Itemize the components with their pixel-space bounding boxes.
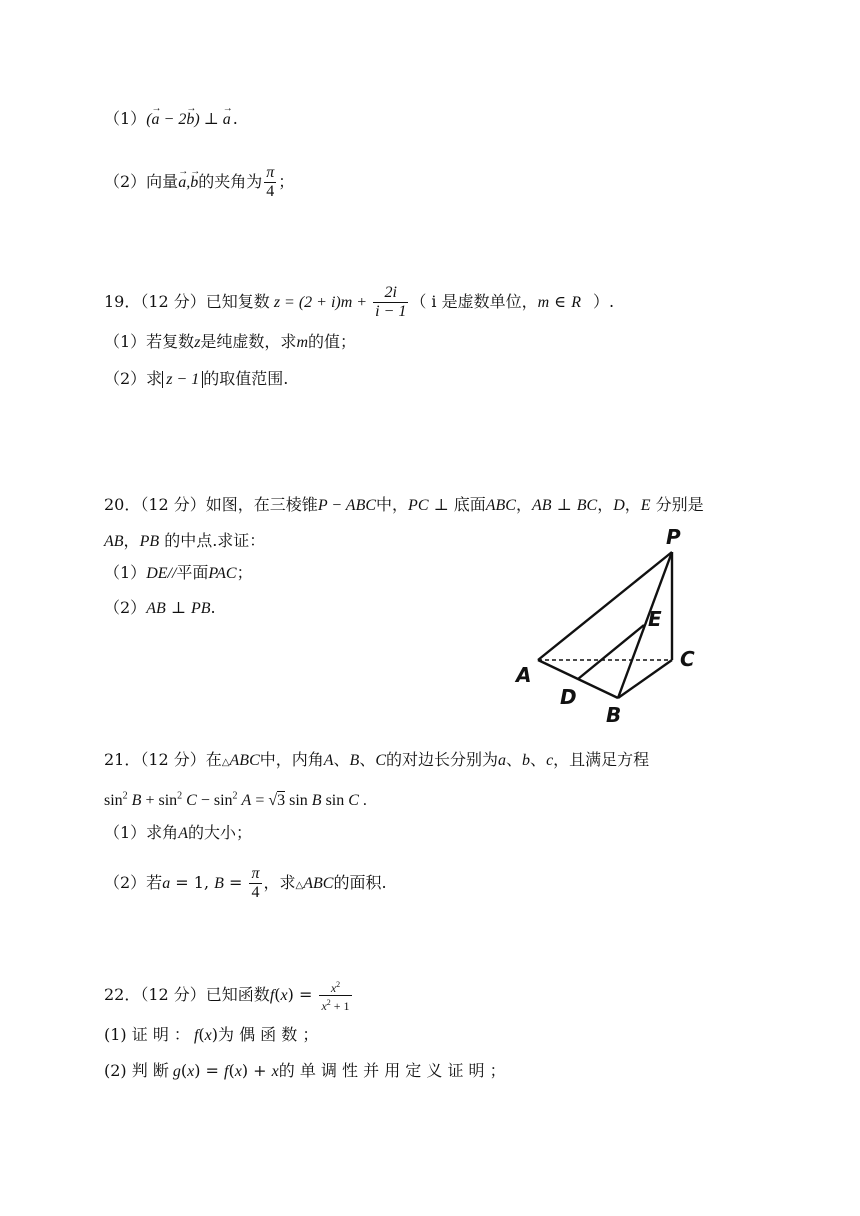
q21-title: 21．（12 分）在 [104, 750, 222, 769]
q20-title: 20．（12 分）如图，在三棱锥 [104, 495, 318, 514]
q21-part2: （2）若a = 1, B = $\frac{\pi}{4}$ ，求△ABC的面积. [104, 865, 387, 901]
label-P: P [666, 525, 681, 549]
label-A: A [516, 663, 532, 687]
label-B: B [606, 703, 622, 727]
q19-formula: z = (2 + i)m + [269, 294, 372, 311]
q21-head: 21．（12 分）在△ABC中，内角A、B、C的对边长分别为a、b、c，且满足方程 [104, 750, 650, 769]
q22-part2: (2) 判 断 g(x) = f(x) + x的 单 调 性 并 用 定 义 证 明 ； [104, 1061, 506, 1080]
q19-title: 19．（12 分）已知复数 [104, 292, 270, 311]
q18-part1: （1）(→ a − 2→ b) ⊥ → a . [104, 108, 238, 131]
q22-head: 22．（12 分）已知函数f(x) = $\frac{x^2}{x^2 + 1}$ [104, 980, 350, 1013]
q20-part1: （1）DE//平面PAC； [104, 563, 253, 582]
q21-part1: （1）求角A的大小； [104, 823, 252, 842]
label-D: D [560, 685, 577, 709]
q22-part1: (1) 证 明 ： f(x)为 偶 函 数 ； [104, 1025, 319, 1044]
q20-part2: （2）AB ⊥ PB. [104, 598, 216, 617]
q20-head: 20．（12 分）如图，在三棱锥P − ABC中，PC ⊥ 底面ABC，AB ⊥ BC，D，E 分别是 [104, 495, 704, 514]
q18-angle-fraction: $\frac{\pi}{4}$ [266, 164, 275, 200]
tetrahedron-diagram [510, 522, 710, 732]
q18-part1-label: （1） [104, 109, 147, 128]
q19-fraction: $\frac{2i}{i - 1}$ [375, 284, 407, 320]
q18-part2-tail: 的夹角为 [198, 172, 263, 191]
q21-equation: $\sin^2 B + \sin^2 C - \sin^2 A = √3$ sin B sin C . [104, 791, 367, 810]
tetrahedron-figure [510, 522, 710, 732]
q18-part1-formula: (→ a − 2→ b) ⊥ → a [146, 111, 231, 128]
q22-title: 22．（12 分）已知函数 [104, 985, 270, 1004]
q18-part2: （2）向量→ a,→ b的夹角为 $\frac{\pi}{4}$ ； [104, 164, 294, 201]
q19-head: 19．（12 分）已知复数 z = (2 + i)m + $\frac{2i}{i - 1}$ （ i 是虚数单位，m ∈ R ）. [104, 284, 615, 320]
label-E: E [648, 607, 662, 631]
q18-part2-label: （2）向量 [104, 172, 179, 191]
q22-fraction: $\frac{x^2}{x^2 + 1}$ [321, 980, 350, 1013]
q19-part2: （2）求 z − 1 的取值范围. [104, 369, 289, 388]
q20-line2: AB，PB 的中点.求证： [104, 531, 266, 550]
label-C: C [680, 647, 695, 671]
q19-part1: （1）若复数z是纯虚数，求m的值； [104, 332, 357, 351]
